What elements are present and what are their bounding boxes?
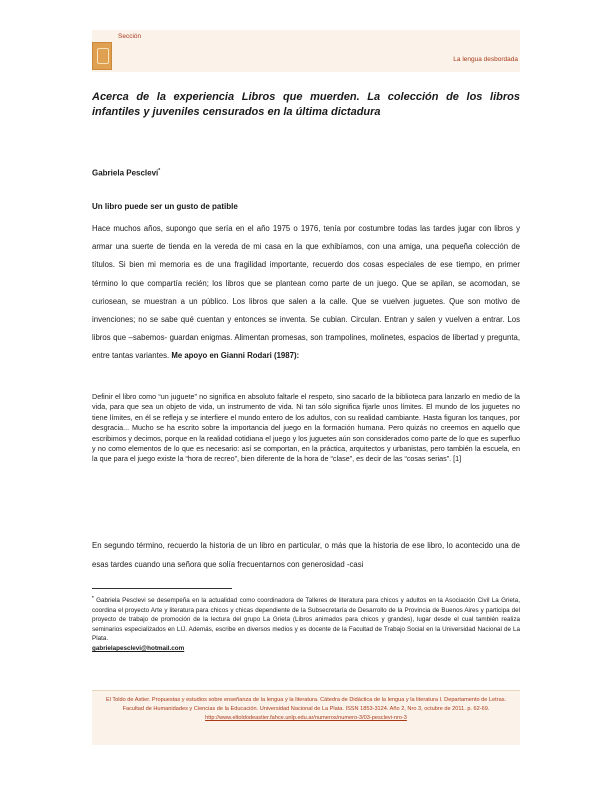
rodari-reference: Me apoyo en Gianni Rodari (1987):: [171, 351, 300, 361]
body-paragraph-1: [92, 220, 520, 366]
section-label: Sección: [118, 33, 142, 40]
footnote: [92, 593, 520, 654]
author-footnote-mark[interactable]: *: [158, 168, 161, 174]
citation-text: El Toldo de Astier. Propuestas y estudios sobre enseñanza de la lengua y la literatura. Cátedra de Didáctica de la lengua y la literatura I. Departamento de Letras. Facultad de Humanidades y Ciencias de la Educación. Universidad Nacional de La Plata. ISSN 1853-3124. Año 2, Nro 3, octubre de 2011. p. 62-69.: [105, 697, 507, 712]
article-title: Acerca de la experiencia Libros que muerden. La colección de los libros infantiles y juveniles censurados en la última dictadura: [92, 91, 520, 118]
journal-logo-icon: [92, 42, 112, 70]
section-name: La lengua desbordada: [453, 56, 518, 63]
author-text: Gabriela Pesclevi: [92, 168, 159, 178]
body-paragraph-2: En segundo término, recuerdo la historia de un libro en particular, o más que la historia de ese libro, lo acontecido una de esas tardes cuando una señora que solía frecuentarnos con generosidad -casi: [92, 541, 520, 569]
footnote-divider: [92, 588, 232, 589]
author-email-link[interactable]: gabrielapesclevi@hotmail.com: [92, 645, 185, 653]
citation: [98, 696, 514, 723]
block-quote: Definir el libro como “un juguete” no significa en absoluto faltarle el respeto, sino sacarlo de la biblioteca para lanzarlo en medio de la vida, para que sea un objeto de vida, un instrumento de vida. Ni tan sólo significa fijarle unos límites. El mundo de los juguetes no tiene límites, en él se refleja y se interfiere el mundo entero de los adultos, con su realidad cambiante. Hasta figuran los tanques, por desgracia... Mucho se ha escrito sobre la importancia del juego en la formación humana. Pero quizás no creemos en aquello que escribimos y decimos, porque en la realidad cotidiana el juego y los juguetes aún son considerados como parte de lo que es superfluo y no como elementos de lo que es necesario: así se comportan, en la práctica, arquitectos y urbanistas, pero también la escuela, en la que para el juego existe la “hora de recreo”, bien diferente de la hora de “clase”, es decir de las “cosas serias”. [1]: [92, 392, 520, 464]
paragraph-1-text: Hace muchos años, supongo que sería en el año 1975 o 1976, tenía por costumbre todas las tardes jugar con libros y armar una suerte de tienda en la vereda de mi casa en la que exhibíamos, con una amiga, una pequeña colección de títulos. Si bien mi memoria es de una fragilidad importante, recuerdo dos cosas especiales de ese tiempo, en primer término lo que compartía recién; los libros que se plantean como parte de un juego. Que se apilan, se acomodan, se curiosean, se muestran a un público. Los libros que salen a la calle. Que se vuelven juguetes. Que son motivo de invenciones; no se sabe qué cuentan y entonces se inventa. Se cubian. Circulan. Entran y salen y vuelven a entrar. Los libros que –sabemos- guardan enigmas. Alimentan promesas, son trampolines, molinetes, espacios de libertad y pregunta, entre tantas variantes.: [92, 224, 520, 361]
citation-url-link[interactable]: http://www.eltoldodeastier.fahce.unlp.edu.ar/numeros/numero-3/03-pesclevi-nro-3: [205, 715, 407, 721]
section-subheading: Un libro puede ser un gusto de patible: [92, 202, 238, 211]
header-band: [92, 30, 520, 72]
author-name: [92, 168, 160, 178]
footnote-mark: *: [92, 595, 94, 600]
footnote-text: Gabriela Pesclevi se desempeña en la actualidad como coordinadora de Talleres de literatura para chicos y adultos en la Asociación Civil La Grieta, coordina el proyecto Arte y literatura para chicos y chicas dependiente de la Subsecretaría de Desarrollo de la Provincia de Buenos Aires y participa del proyecto de trabajo de promoción de la lectura del grupo La Grieta (Libros animados para chicos y grandes), lugar desde el cual también realiza seminarios especializados en LIJ. Además, escribe en diversos medios y es docente de la Facultad de Trabajo Social en la Universidad Nacional de La Plata.: [92, 597, 521, 643]
